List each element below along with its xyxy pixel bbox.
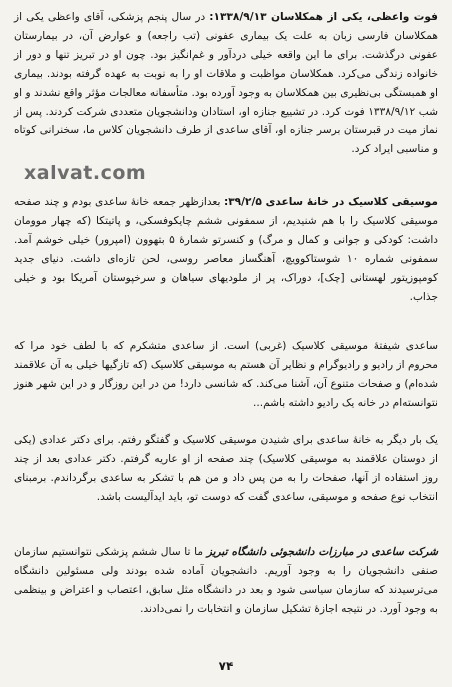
paragraph-saedi-music-fan (14, 337, 438, 413)
paragraph-body: ما تا سال ششم پزشکی نتوانستیم سازمان صنفی دانشجویان را به وجود آوریم. دانشجویان آماده شده بودند ولی مسئولین دانشگاه می‌ترسیدند که سازمان سیاسی شود و بعد در دانشگاه مثل سابق، اعتصاب و اعتراض و بینظمی به وجود آورد. در نتیجه اجازهٔ تشکیل سازمان و انتخابات را نمی‌دادند. (14, 546, 438, 615)
paragraph-classical-music (14, 193, 438, 306)
paragraph-heading: شرکت ساعدی در مبارزات دانشجوئی دانشگاه تبریز (206, 546, 438, 558)
paragraph-body: در سال پنجم پزشکی، آقای واعظی یکی از همکلاسان فارسی زبان به علت یک بیماری عفونی (تب راجعه) و عوارض آن، در بیمارستان عفونی درگذشت. برای ما این واقعه خیلی دردآور و غم‌انگیز بود. چون او در تبریز تنها و دور از خانواده زندگی می‌کرد. همکلاسان مواظبت و ملاقات او را به نوبت به عهده گرفته بودند. بیماری او همبستگی بی‌نظیری بین همکلاسان به وجود آورده بود. متأسفانه معالجات مؤثر واقع نشدند و او شب ۱۳۳۸/۹/۱۲ فوت کرد. در تشییع جنازه او، استادان ودانشجویان متعددی شرکت کردند. پس از نماز میت در قبرستان برسر جنازه او، آقای ساعدی از طرف دانشجویان کلاس ما، سخنرانی کوتاه و مناسبی ایراد کرد. (14, 11, 438, 156)
watermark: xalvat.com (24, 162, 147, 184)
paragraph-vaezi-death (14, 8, 438, 159)
paragraph-heading: فوت واعظی، یکی از همکلاسان ۱۳۳۸/۹/۱۳: (209, 11, 438, 23)
page-number: ۷۴ (218, 659, 234, 673)
paragraph-student-struggles (14, 543, 438, 619)
paragraph-body: بعدازظهر جمعه خانهٔ ساعدی بودم و چند صفحه موسیقی کلاسیک را با هم شنیدیم، از سمفونی ششم چایکوفسکی، و پاتیتکا (که چهار موومان داشت: کودکی و جوانی و کمال و مرگ) و کنسرتو شمارهٔ ۵ بتهوون (امپرور) خیلی خوشم آمد. سمفونی شماره ۱۰ شوستاکوویچ، آهنگساز معاصر روسی، لحن تازه‌ای داشت. دنیای جدید کومپوزیتور لهستانی [چک]، دوراک، پر از ملودیهای سیاهان و سرخپوستان آمریکا بود و خیلی جذاب. (14, 196, 438, 303)
paragraph-body: ساعدی شیفتهٔ موسیقی کلاسیک (غربی) است. از ساعدی متشکرم که با لطف خود مرا که محروم از رادیو و رادیوگرام و نظایر آن هستم به موسیقی کلاسیک (که تازگیها خیلی به آن علاقمند شده‌ام) و صفحات متنوع آن، آشنا می‌کند. که شانسی دارد! من در این روزگار و در این شهر هنوز نتوانسته‌ام در خانه یک رادیو داشته باشم... (14, 340, 438, 409)
paragraph-heading: موسیقی کلاسیک در خانهٔ ساعدی ۳۹/۲/۵: (223, 196, 438, 208)
paragraph-record-loan (14, 431, 438, 507)
paragraph-body: یک بار دیگر به خانهٔ ساعدی برای شنیدن موسیقی کلاسیک و گفتگو رفتم. برای دکتر عدادی (یکی از دوستان علاقمند به موسیقی کلاسیک) چند صفحه از او عاریه گرفتم. دکتر عدادی بعد از چند روز استفاده از آنها، صفحات را به من پس داد و من هم با تشکر به ساعدی برگرداندم. برمبنای انتخاب نوع صفحه و موسیقی، ساعدی گفت که دوست تو، باید ایدآلیست باشد. (14, 434, 438, 503)
